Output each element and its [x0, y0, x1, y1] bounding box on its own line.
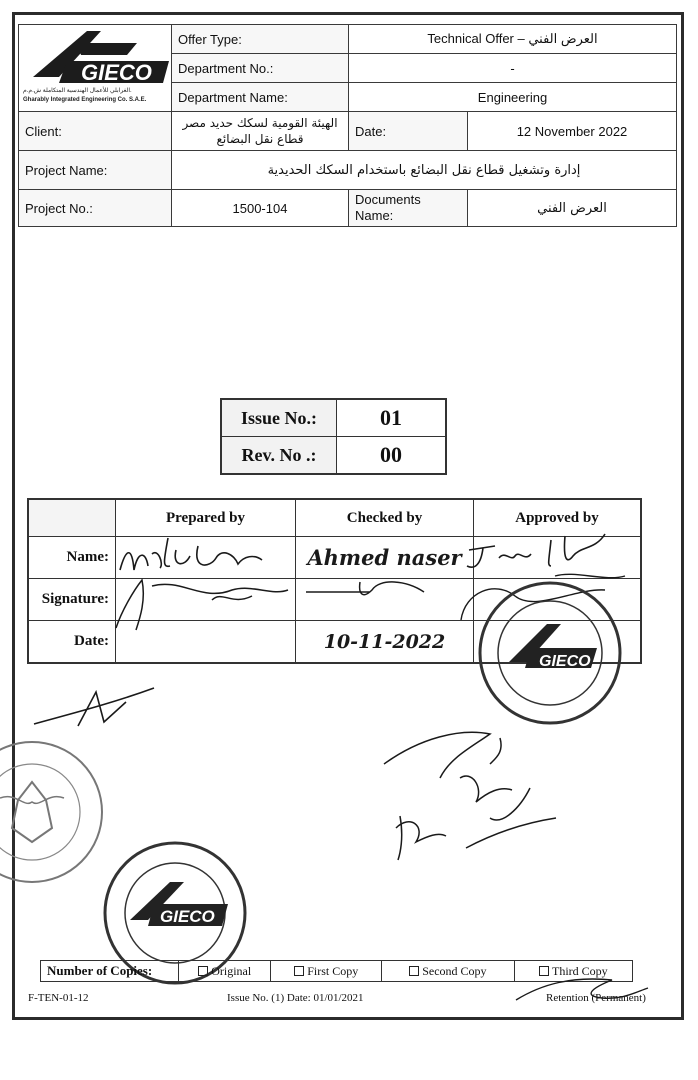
copy-first[interactable] — [271, 961, 382, 982]
department-no-label: Department No.: — [172, 54, 349, 83]
copy-first-label: First Copy — [307, 963, 359, 978]
gieco-stamp-icon — [475, 578, 625, 728]
project-no-label: Project No.: — [19, 190, 172, 227]
client-line-1: الهيئة القومية لسكك حديد مصر — [182, 116, 338, 130]
logo-wordmark: GIECO — [81, 60, 152, 85]
footer-signature-icon — [512, 974, 652, 1004]
copy-third-label: Third Copy — [552, 963, 608, 978]
date-value: 12 November 2022 — [468, 112, 677, 151]
project-name-label: Project Name: — [19, 151, 172, 190]
documents-name-label: Documents Name: — [349, 190, 468, 227]
issue-no-value: 01 — [337, 399, 447, 437]
approval-scribbles-icon — [380, 718, 560, 868]
copy-second-label: Second Copy — [422, 963, 487, 978]
offer-type-value: Technical Offer – العرض الفني — [349, 25, 677, 54]
gieco-logo-icon — [19, 25, 171, 87]
checkbox-icon[interactable] — [294, 966, 304, 976]
copy-original-label: Original — [211, 963, 252, 978]
form-code: F-TEN-01-12 — [28, 992, 89, 1004]
rev-no-value: 00 — [337, 437, 447, 475]
retention-text: Retention (Permanent) — [546, 992, 646, 1004]
stamp-bottom-logo-text: GIECO — [160, 907, 215, 926]
documents-name-value: العرض الفني — [468, 190, 677, 227]
department-name-label: Department Name: — [172, 83, 349, 112]
checked-name-cell — [296, 537, 474, 579]
prepared-signature-icon — [112, 530, 292, 640]
issue-no-label: Issue No.: — [221, 399, 337, 437]
stamp-logo-text: GIECO — [539, 653, 591, 670]
checkbox-icon[interactable] — [409, 966, 419, 976]
checked-date-cell — [296, 621, 474, 664]
department-name-value: Engineering — [349, 83, 677, 112]
company-logo — [19, 25, 172, 112]
department-no-value: - — [349, 54, 677, 83]
offer-type-label: Offer Type: — [172, 25, 349, 54]
project-name-value: إدارة وتشغيل قطاع نقل البضائع باستخدام السكك الحديدية — [172, 151, 677, 190]
checked-signature-icon — [300, 574, 440, 604]
date-row-label: Date: — [28, 621, 116, 664]
header-table — [18, 24, 677, 227]
copy-second[interactable] — [382, 961, 515, 982]
company-name-ar: الغرابلي للأعمال الهندسية المتكاملة ش.م.م. — [23, 88, 132, 94]
checked-name-handwritten: Ahmed naser — [307, 545, 462, 570]
project-no-value: 1500-104 — [172, 190, 349, 227]
approval-corner — [28, 499, 116, 537]
prepared-by-header: Prepared by — [116, 499, 296, 537]
company-name-en: Gharably Integrated Engineering Co. S.A.E. — [23, 97, 147, 103]
ministry-seal-icon — [0, 738, 110, 888]
client-line-2: قطاع نقل البضائع — [216, 132, 304, 146]
client-value — [172, 112, 349, 151]
checked-by-header: Checked by — [296, 499, 474, 537]
signature-row-label: Signature: — [28, 579, 116, 621]
copy-original[interactable] — [179, 961, 271, 982]
checked-date-handwritten: 10-11-2022 — [323, 630, 446, 653]
client-label: Client: — [19, 112, 172, 151]
approved-by-header: Approved by — [474, 499, 642, 537]
checkbox-icon[interactable] — [198, 966, 208, 976]
name-row-label: Name: — [28, 537, 116, 579]
rev-no-label: Rev. No .: — [221, 437, 337, 475]
issue-table — [220, 398, 447, 475]
initial-mark-icon — [30, 684, 160, 734]
date-label: Date: — [349, 112, 468, 151]
number-of-copies-label: Number of Copies: — [41, 961, 179, 982]
issue-info: Issue No. (1) Date: 01/01/2021 — [227, 992, 364, 1004]
